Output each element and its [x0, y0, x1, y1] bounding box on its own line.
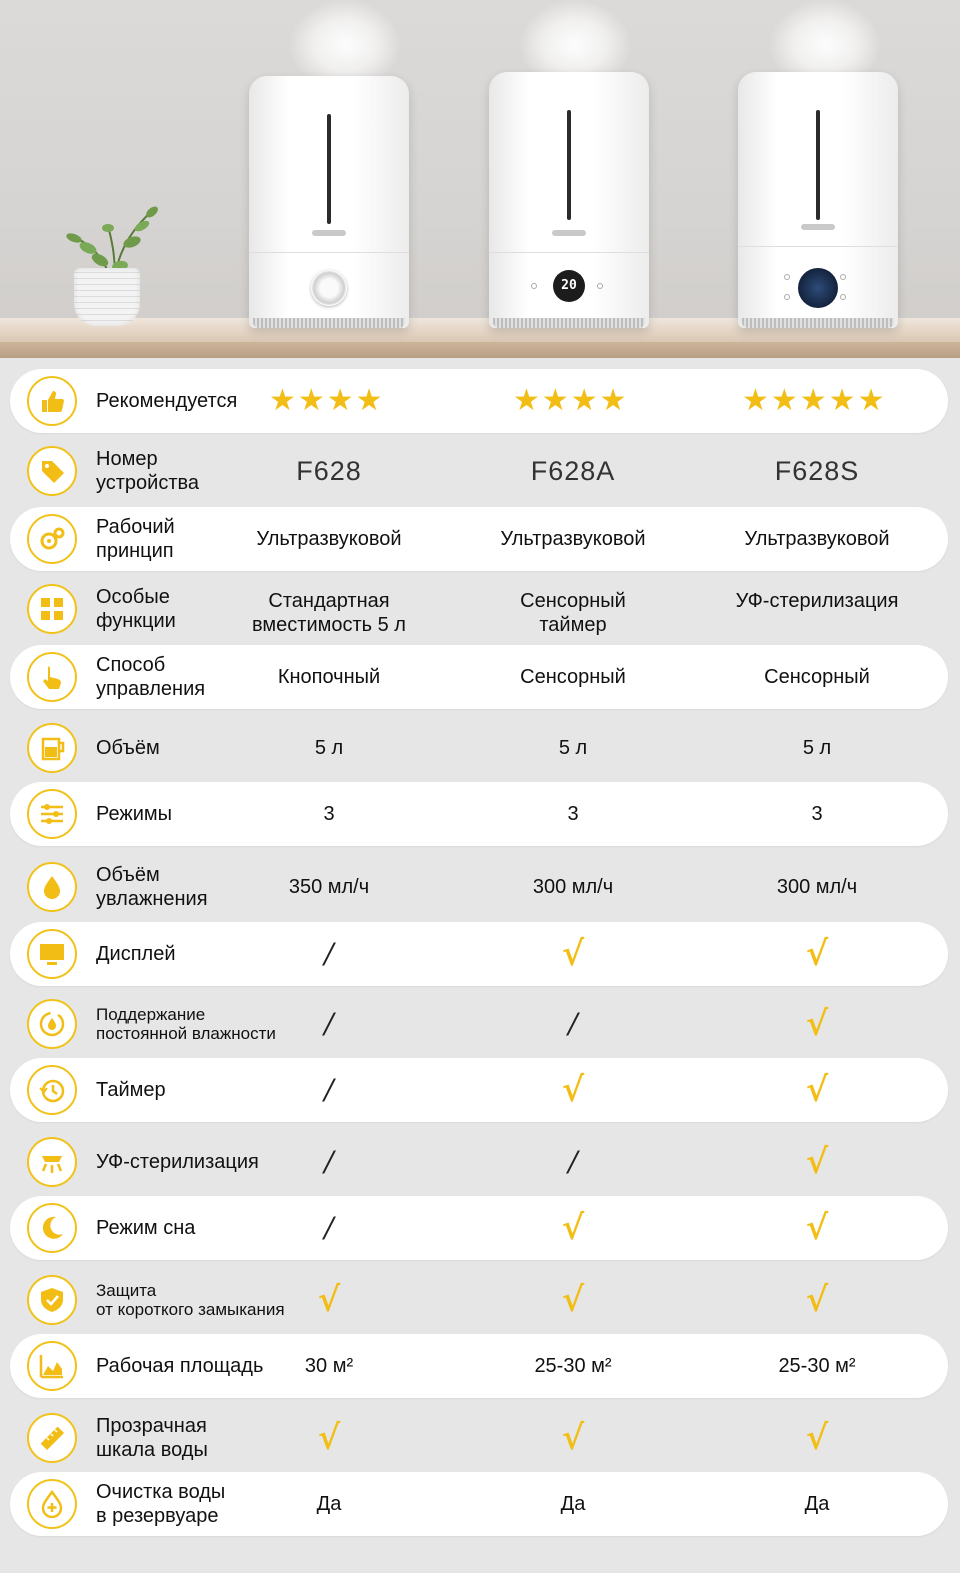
row-label: Объём [96, 737, 160, 759]
device-display: 20 [553, 270, 585, 302]
table-row [10, 1403, 948, 1473]
row-cell: Да [560, 1493, 586, 1515]
row-cell: 25-30 м² [534, 1355, 612, 1377]
row-label: Дисплей [96, 943, 176, 965]
row-label-line: в резервуаре [96, 1505, 219, 1527]
check-mark-icon: √ [805, 1070, 829, 1110]
row-label-line: постоянной влажности [96, 1024, 276, 1043]
row-label: УФ-стерилизация [96, 1151, 259, 1173]
check-mark-icon: √ [805, 934, 829, 974]
thumbs-up-icon [27, 376, 77, 426]
table-row [10, 436, 948, 506]
tag-icon [27, 446, 77, 496]
check-mark-icon: √ [805, 1280, 829, 1320]
ruler-icon [27, 1413, 77, 1463]
row-cell: Сенсорный [520, 666, 626, 688]
table-row [10, 989, 948, 1059]
row-cell: 300 мл/ч [532, 876, 614, 898]
table-row [10, 714, 948, 781]
monitor-icon [27, 929, 77, 979]
humidifier-f628 [249, 76, 409, 328]
row-cell-line: Сенсорный [520, 590, 626, 612]
row-cell: 3 [567, 803, 579, 825]
control-knob-icon [311, 270, 347, 306]
dash-mark-icon: / [324, 937, 334, 970]
row-label [96, 515, 175, 563]
row-label-line: управления [96, 678, 206, 700]
table-row [10, 782, 948, 846]
table-row [10, 574, 948, 644]
row-cell: F628S [774, 456, 860, 486]
sliders-icon [27, 789, 77, 839]
row-label-line: устройства [96, 472, 200, 494]
check-mark-icon: √ [317, 1280, 341, 1320]
row-label-line: принцип [96, 540, 174, 562]
row-label [96, 1281, 285, 1319]
humidifier-f628a [489, 72, 649, 328]
row-label-line: Прозрачная [96, 1415, 207, 1437]
product-hero-image [0, 0, 960, 358]
row-label [96, 1480, 225, 1528]
table-row [10, 1334, 948, 1398]
row-cell: 5 л [314, 737, 344, 759]
row-cell: F628A [530, 456, 616, 486]
water-drop-icon [27, 862, 77, 912]
shield-check-icon [27, 1275, 77, 1325]
humidity-cycle-icon [27, 999, 77, 1049]
row-cell: Ультразвуковой [744, 528, 890, 550]
check-mark-icon: √ [561, 1418, 585, 1458]
row-label-line: Рабочий [96, 516, 175, 538]
table-row [10, 1472, 948, 1536]
table-row [10, 1127, 948, 1197]
row-cell [453, 589, 693, 637]
dash-mark-icon: / [324, 1073, 334, 1106]
row-cell: Да [316, 1493, 342, 1515]
row-cell: 25-30 м² [778, 1355, 856, 1377]
row-label-line: увлажнения [96, 888, 208, 910]
table-row [10, 369, 948, 433]
row-cell: 30 м² [304, 1355, 354, 1377]
row-label-line: Номер [96, 448, 158, 470]
row-cell-line: вместимость 5 л [252, 614, 406, 636]
row-label-line: Очистка воды [96, 1481, 226, 1503]
dash-mark-icon: / [324, 1211, 334, 1244]
check-mark-icon: √ [805, 1418, 829, 1458]
row-label-line: функции [96, 610, 176, 632]
row-cell-line: Стандартная [268, 590, 390, 612]
table-row [10, 1196, 948, 1260]
check-mark-icon: √ [561, 1280, 585, 1320]
row-label [96, 447, 199, 495]
dash-mark-icon: / [568, 1007, 578, 1040]
check-mark-icon: √ [561, 934, 585, 974]
row-cell: F628 [296, 456, 362, 486]
table-row [10, 507, 948, 571]
hand-pointer-icon [27, 652, 77, 702]
rating-stars: ★★★★★ [742, 384, 887, 417]
water-tank-icon [27, 723, 77, 773]
check-mark-icon: √ [561, 1070, 585, 1110]
row-cell: Кнопочный [277, 666, 381, 688]
row-label [96, 653, 205, 701]
row-cell: Сенсорный [764, 666, 870, 688]
dash-mark-icon: / [568, 1145, 578, 1178]
row-cell [209, 589, 449, 637]
row-cell: Ультразвуковой [500, 528, 646, 550]
row-label-line: Объём [96, 864, 160, 886]
row-label-line: шкала воды [96, 1439, 208, 1461]
timer-icon [27, 1065, 77, 1115]
table-row [10, 1265, 948, 1335]
row-cell-line: УФ-стерилизация [735, 590, 899, 612]
row-label [96, 585, 176, 633]
shelf-edge [0, 342, 960, 358]
clean-drop-icon [27, 1479, 77, 1529]
row-cell: 3 [323, 803, 335, 825]
row-cell: 5 л [558, 737, 588, 759]
area-chart-icon [27, 1341, 77, 1391]
row-label: Таймер [96, 1079, 166, 1101]
row-label: Рабочая площадь [96, 1355, 264, 1377]
row-label: Рекомендуется [96, 390, 238, 412]
table-row [10, 922, 948, 986]
moon-icon [27, 1203, 77, 1253]
row-label-line: Особые [96, 586, 170, 608]
row-label-line: Защита [96, 1281, 157, 1300]
check-mark-icon: √ [805, 1004, 829, 1044]
dash-mark-icon: / [324, 1007, 334, 1040]
rating-stars: ★★★★ [269, 384, 385, 417]
table-row [10, 645, 948, 709]
rating-stars: ★★★★ [513, 384, 629, 417]
row-label [96, 863, 208, 911]
row-label-line: Способ [96, 654, 166, 676]
row-label: Режимы [96, 803, 173, 825]
humidifier-f628s [738, 72, 898, 328]
check-mark-icon: √ [561, 1208, 585, 1248]
row-cell: 3 [811, 803, 823, 825]
check-mark-icon: √ [317, 1418, 341, 1458]
row-label [96, 1414, 208, 1462]
row-cell: 300 мл/ч [776, 876, 858, 898]
gears-icon [27, 514, 77, 564]
row-cell: 5 л [802, 737, 832, 759]
row-cell: Ультразвуковой [256, 528, 402, 550]
row-cell [697, 589, 937, 613]
apps-icon [27, 584, 77, 634]
row-label-line: от короткого замыкания [96, 1300, 285, 1319]
plant-pot [74, 268, 140, 326]
check-mark-icon: √ [805, 1208, 829, 1248]
dash-mark-icon: / [324, 1145, 334, 1178]
row-label [96, 1005, 276, 1043]
row-cell-line: таймер [539, 614, 607, 636]
row-label: Режим сна [96, 1217, 196, 1239]
device-display [798, 268, 838, 308]
row-cell: 350 мл/ч [288, 876, 370, 898]
table-row [10, 852, 948, 922]
row-label-line: Поддержание [96, 1005, 206, 1024]
table-row [10, 1058, 948, 1122]
row-cell: Да [804, 1493, 830, 1515]
uv-lamp-icon [27, 1137, 77, 1187]
check-mark-icon: √ [805, 1142, 829, 1182]
